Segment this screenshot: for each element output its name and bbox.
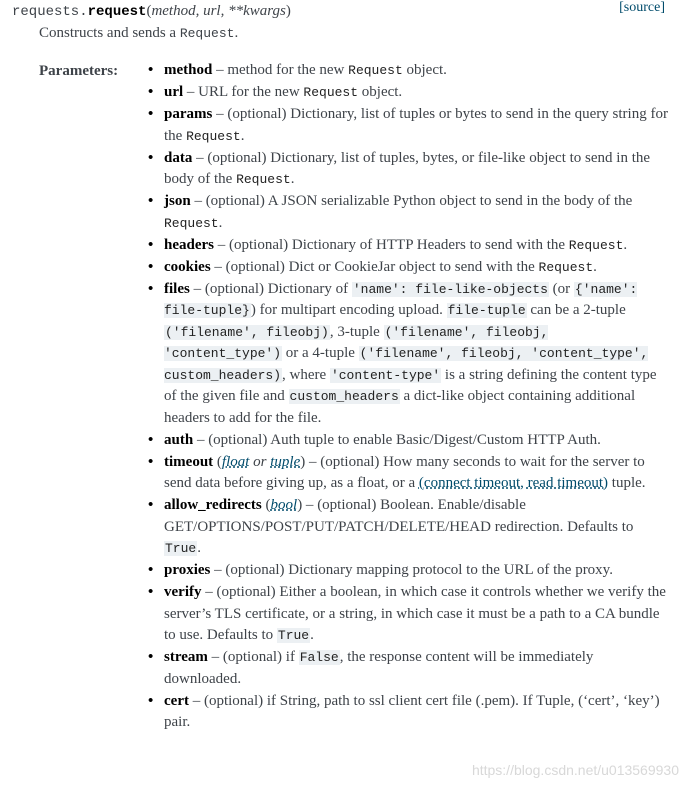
param-text: (optional) Boolean. Enable/disable GET/OPTIONS/POST/PUT/PATCH/DELETE/HEAD redirection. Defaults to — [164, 497, 634, 535]
param-text: or — [249, 453, 271, 470]
param-text: tuple. — [608, 475, 646, 491]
param-code: Request — [568, 237, 624, 253]
param-json — [148, 191, 670, 234]
param-stream — [148, 647, 670, 690]
param-text: . — [593, 258, 597, 275]
param-name: auth — [164, 431, 194, 448]
param-text: . — [290, 171, 295, 187]
param-sep: – — [201, 584, 217, 600]
type-name: tuple — [270, 453, 301, 470]
type-name: float — [221, 453, 250, 470]
param-cookies — [148, 257, 670, 279]
param-code: True — [165, 541, 197, 556]
param-name: files — [164, 280, 190, 297]
param-code: True — [277, 628, 310, 643]
param-text: . — [218, 214, 223, 231]
param-method — [148, 60, 670, 82]
param-sep: – — [190, 193, 206, 209]
param-data — [148, 148, 670, 191]
param-code: ('filename', fileobj, 'content_type', custom_headers) — [164, 346, 649, 383]
param-sep: – — [189, 280, 205, 297]
param-name: proxies — [164, 562, 211, 578]
param-name: cert — [164, 692, 189, 709]
function-description — [39, 23, 238, 44]
param-code: Request — [303, 85, 359, 100]
param-params — [148, 104, 670, 147]
param-code: {'name': file-tuple} — [164, 281, 638, 318]
param-code: 'content-type' — [330, 367, 441, 383]
close-paren: ) — [285, 3, 291, 19]
param-name: cookies — [164, 258, 211, 275]
param-code: Request — [538, 259, 594, 275]
param-code: Request — [186, 128, 241, 144]
module-name: requests. — [12, 4, 88, 20]
param-sep: – — [210, 258, 226, 275]
param-name: headers — [164, 236, 214, 253]
param-name: json — [164, 193, 191, 209]
param-text: , 3-tuple — [329, 323, 384, 340]
param-name: stream — [164, 649, 208, 665]
param-code: ('filename', fileobj, 'content_type') — [164, 324, 549, 361]
param-text: (optional) Auth tuple to enable Basic/Digest/Custom HTTP Auth. — [208, 431, 601, 448]
watermark: https://blog.csdn.net/u013569930 — [471, 762, 679, 778]
param-text: (optional) Dictionary of — [204, 280, 352, 297]
param-proxies — [148, 560, 670, 582]
description-code: Request — [179, 26, 235, 41]
open-paren: ( — [146, 3, 152, 19]
source-link[interactable]: [source] — [619, 0, 665, 15]
param-text: (optional) if String, path to ssl client cert file (.pem). If Tuple, (‘cert’, ‘key’) pair. — [164, 692, 660, 730]
param-sep: – — [188, 692, 204, 709]
param-name: verify — [164, 584, 202, 600]
param-sep: ) – — [297, 497, 318, 513]
param-text: method for the new — [227, 62, 349, 78]
param-sep: – — [212, 106, 228, 122]
param-text: (optional) Dictionary of HTTP Headers to send with the — [229, 236, 569, 253]
param-text: , where — [282, 366, 330, 383]
param-headers — [148, 235, 670, 257]
param-code: 'name': file-like-objects — [352, 281, 548, 297]
tuple-type-link[interactable] — [270, 454, 300, 470]
param-text: ( — [213, 453, 222, 470]
description-text: Constructs and sends a — [39, 25, 180, 41]
param-name: timeout — [164, 453, 214, 470]
param-sep: – — [212, 62, 228, 78]
param-sep: ) – — [300, 453, 321, 470]
param-text: (optional) Dictionary mapping protocol to the URL of the proxy. — [225, 562, 613, 578]
param-text: . — [197, 540, 201, 556]
param-text: (optional) Dict or CookieJar object to send with the — [225, 258, 539, 275]
param-sep: – — [193, 431, 209, 448]
description-end: . — [234, 25, 239, 41]
param-code: file-tuple — [447, 303, 526, 318]
param-sep: – — [183, 84, 199, 100]
timeout-docs-link[interactable]: (connect timeout, read timeout) — [418, 475, 609, 491]
param-name: params — [164, 106, 213, 122]
param-text: object. — [358, 84, 403, 100]
param-timeout — [148, 452, 670, 495]
param-text: a dict-like object containing additional headers to add for the file. — [164, 388, 636, 426]
param-name: allow_redirects — [164, 497, 262, 513]
param-text: (optional) A JSON serializable Python object to send in the body of the — [205, 193, 633, 209]
function-signature — [12, 1, 291, 21]
param-text: is a string defining the content type of the given file and — [164, 366, 657, 404]
parameters-label: Parameters: — [39, 63, 119, 79]
param-text: (optional) How many seconds to wait for the server to send data before giving up, as a float, or a — [164, 453, 645, 491]
param-text: (optional) Dictionary, list of tuples, bytes, or file-like object to send in the body of the — [164, 149, 651, 187]
param-name: data — [164, 149, 193, 166]
float-type-link[interactable] — [222, 454, 250, 470]
param-url — [148, 82, 670, 104]
param-name: method — [164, 62, 213, 78]
type-name: bool — [270, 497, 298, 513]
param-sep: – — [207, 649, 223, 665]
param-code: False — [299, 650, 339, 665]
param-text: (or — [548, 280, 574, 297]
param-cert — [148, 691, 670, 734]
param-text: , the response content will be immediately downloaded. — [164, 649, 594, 687]
param-code: Request — [236, 172, 291, 187]
param-text: ) for multipart encoding upload. — [250, 302, 447, 318]
param-text: (optional) Either a boolean, in which case it controls whether we verify the server’s TLS certificate, or a string, in which case it must be a path to a CA bundle to use. Defaults to — [164, 584, 666, 643]
param-text: URL for the new — [198, 84, 304, 100]
param-allow-redirects — [148, 495, 670, 560]
param-sep: – — [210, 562, 226, 578]
param-name: url — [164, 84, 184, 100]
param-text: ( — [261, 497, 271, 513]
param-code: Request — [348, 63, 403, 78]
param-code: ('filename', fileobj) — [165, 324, 329, 340]
param-files — [148, 279, 670, 430]
param-sep: – — [214, 236, 229, 253]
param-text: . — [240, 127, 245, 144]
param-text: can be a 2-tuple — [526, 302, 626, 318]
param-text: object. — [402, 62, 447, 78]
param-sep: – — [192, 149, 208, 166]
param-text: (optional) Dictionary, list of tuples or bytes to send in the query string for the — [164, 106, 668, 144]
signature-args: method, url, **kwargs — [151, 3, 286, 19]
param-code: custom_headers — [289, 389, 399, 404]
param-text: . — [310, 627, 314, 643]
param-auth — [148, 430, 670, 452]
bool-type-link[interactable] — [271, 497, 298, 513]
param-text: or a 4-tuple — [282, 345, 359, 361]
param-code: Request — [164, 215, 219, 231]
function-name: request — [87, 4, 147, 20]
param-text: (optional) if — [222, 649, 299, 665]
param-verify — [148, 582, 670, 647]
param-text: . — [623, 236, 628, 253]
parameters-list — [148, 60, 670, 734]
